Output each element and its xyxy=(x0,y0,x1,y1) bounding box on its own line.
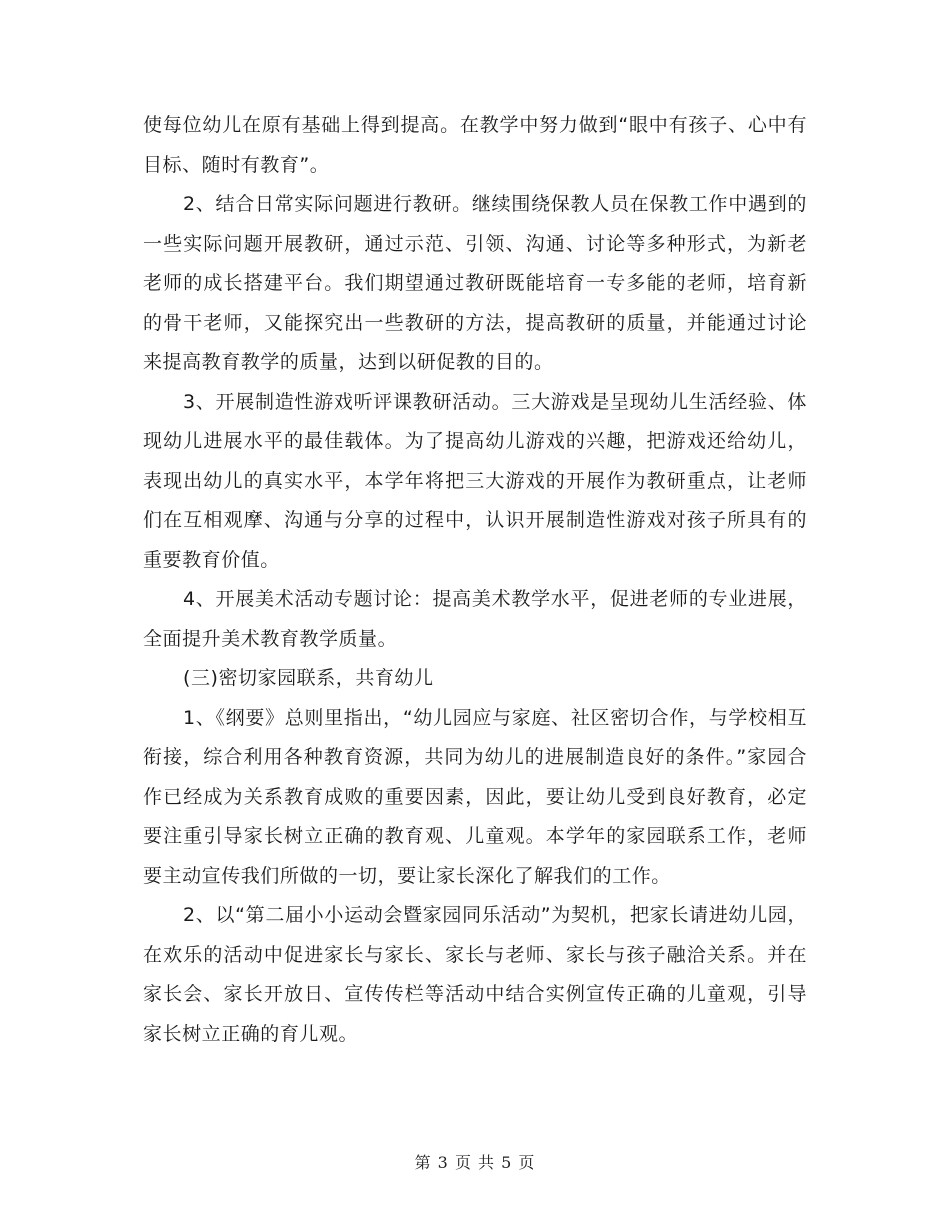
section-heading-home-school: (三)密切家园联系，共育幼儿 xyxy=(183,667,434,689)
paragraph-item-3-game-research: 3、开展制造性游戏听评课教研活动。三大游戏是呈现幼儿生活经验、体现幼儿进展水平的最佳载体。为了提高幼儿游戏的兴趣，把游戏还给幼儿，表现出幼儿的真实水平，本学年将把三大游戏的开展作为教研重点，让老师们在互相观摩、沟通与分享的过程中，认识开展制造性游戏对孩子所具有的重要教育价值。 xyxy=(143,390,807,571)
paragraph-item-1-guidelines: 1、《纲要》总则里指出，“幼儿园应与家庭、社区密切合作，与学校相互衔接，综合利用各种教育资源，共同为幼儿的进展制造良好的条件。”家园合作已经成为关系教育成败的重要因素，因此，要让幼儿受到良好教育，必定要注重引导家长树立正确的教育观、儿童观。本学年的家园联系工作，老师要主动宣传我们所做的一切，要让家长深化了解我们的工作。 xyxy=(143,706,807,887)
paragraph-continuation: 使每位幼儿在原有基础上得到提高。在教学中努力做到“眼中有孩子、心中有目标、随时有教育”。 xyxy=(143,114,807,176)
document-body xyxy=(143,106,807,1054)
paragraph-item-2-sports-meet: 2、以“第二届小小运动会暨家园同乐活动”为契机，把家长请进幼儿园，在欢乐的活动中促进家长与家长、家长与老师、家长与孩子融洽关系。并在家长会、家长开放日、宣传传栏等活动中结合实例宣传正确的儿童观，引导家长树立正确的育儿观。 xyxy=(143,904,807,1045)
paragraph-item-4-art-discussion: 4、开展美术活动专题讨论：提高美术教学水平，促进老师的专业进展，全面提升美术教育教学质量。 xyxy=(143,588,807,650)
paragraph-item-2-teaching-research: 2、结合日常实际问题进行教研。继续围绕保教人员在保教工作中遇到的一些实际问题开展教研，通过示范、引领、沟通、讨论等多种形式，为新老老师的成长搭建平台。我们期望通过教研既能培育一专多能的老师，培育新的骨干老师，又能探究出一些教研的方法，提高教研的质量，并能通过讨论来提高教育教学的质量，达到以研促教的目的。 xyxy=(143,193,807,373)
page-number-footer: 第 3 页 共 5 页 xyxy=(414,1153,536,1172)
